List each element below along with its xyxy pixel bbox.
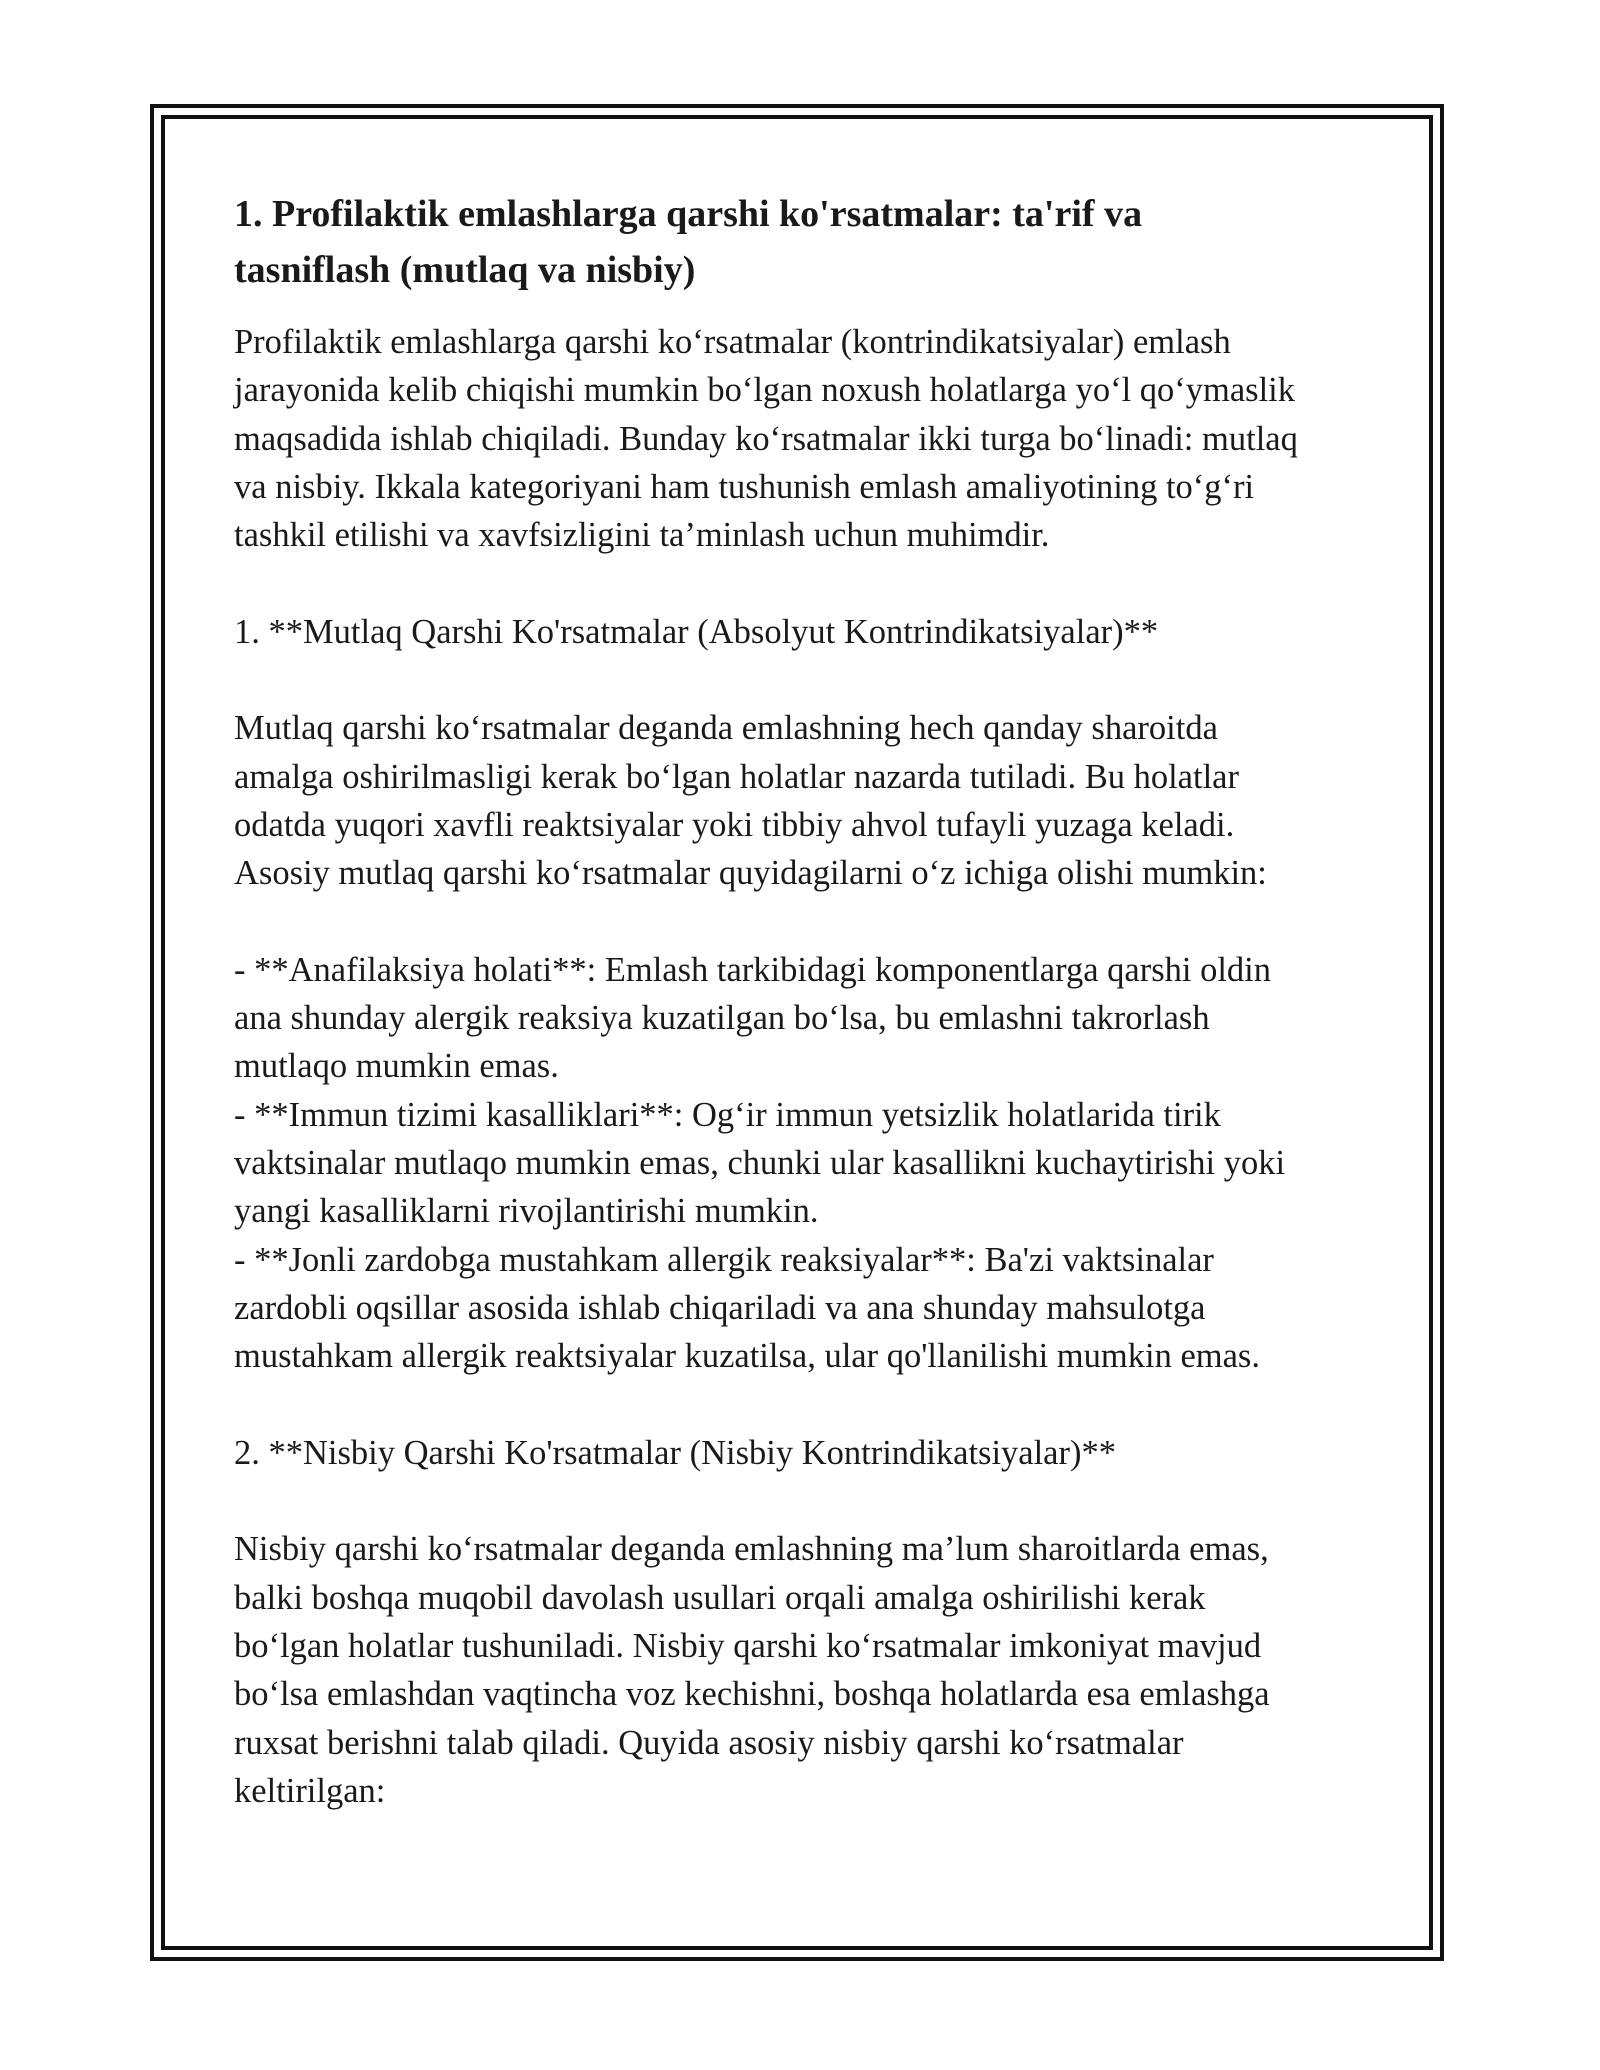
blank-line [234, 559, 1374, 607]
list-item-line: - **Immun tizimi kasalliklari**: Og‘ir immun yetsizlik holatlarida tirik [234, 1095, 1221, 1134]
text-line: odatda yuqori xavfli reaktsiyalar yoki tibbiy ahvol tufayli yuzaga keladi. [234, 805, 1235, 844]
blank-line [234, 656, 1374, 704]
text-line: bo‘lsa emlashdan vaqtincha voz kechishni, boshqa holatlarda esa emlashga [234, 1675, 1270, 1714]
list-item-line: zardobli oqsillar asosida ishlab chiqariladi va ana shunday mahsulotga [234, 1288, 1206, 1327]
text-line: jarayonida kelib chiqishi mumkin bo‘lgan noxush holatlarga yo‘l qo‘ymaslik [234, 371, 1296, 410]
text-line: Profilaktik emlashlarga qarshi ko‘rsatmalar (kontrindikatsiyalar) emlash [234, 323, 1231, 361]
section2-title: 2. **Nisbiy Qarshi Ko'rsatmalar (Nisbiy Kontrindikatsiyalar)** [234, 1433, 1116, 1472]
section1-title: 1. **Mutlaq Qarshi Ko'rsatmalar (Absolyut Kontrindikatsiyalar)** [234, 612, 1159, 651]
section1-paragraph [234, 704, 1374, 897]
text-line: amalga oshirilmasligi kerak bo‘lgan holatlar nazarda tutiladi. Bu holatlar [234, 757, 1239, 796]
section1-list [234, 946, 1374, 1381]
list-item-line: - **Anafilaksiya holati**: Emlash tarkibidagi komponentlarga qarshi oldin [234, 950, 1272, 989]
section2-paragraph [234, 1525, 1374, 1815]
heading-line: 1. Profilaktik emlashlarga qarshi ko'rsatmalar: ta'rif va [234, 193, 1143, 235]
text-line: ruxsat berishni talab qiladi. Quyida asosiy nisbiy qarshi ko‘rsatmalar [234, 1723, 1184, 1762]
blank-line [234, 1477, 1374, 1525]
list-item-line: mutlaqo mumkin emas. [234, 1047, 559, 1086]
text-line: va nisbiy. Ikkala kategoriyani ham tushunish emlash amaliyotining to‘g‘ri [234, 467, 1255, 506]
list-item-line: vaktsinalar mutlaqo mumkin emas, chunki ular kasallikni kuchaytirishi yoki [234, 1144, 1286, 1183]
list-item-line: yangi kasalliklarni rivojlantirishi mumkin. [234, 1192, 819, 1231]
text-line: Asosiy mutlaq qarshi ko‘rsatmalar quyidagilarni o‘z ichiga olishi mumkin: [234, 854, 1267, 893]
list-item-line: mustahkam allergik reaktsiyalar kuzatilsa, ular qo'llanilishi mumkin emas. [234, 1337, 1260, 1376]
heading-line: tasniflash (mutlaq va nisbiy) [234, 249, 696, 291]
list-item-line: - **Jonli zardobga mustahkam allergik reaksiyalar**: Ba'zi vaktsinalar [234, 1240, 1214, 1279]
document-content [234, 186, 1374, 1815]
text-line: balki boshqa muqobil davolash usullari orqali amalga oshirilishi kerak [234, 1578, 1206, 1617]
intro-paragraph [234, 318, 1374, 559]
document-heading [234, 186, 1374, 298]
text-line: Mutlaq qarshi ko‘rsatmalar deganda emlashning hech qanday sharoitda [234, 709, 1218, 748]
text-line: bo‘lgan holatlar tushuniladi. Nisbiy qarshi ko‘rsatmalar imkoniyat mavjud [234, 1627, 1262, 1666]
text-line: maqsadida ishlab chiqiladi. Bunday ko‘rsatmalar ikki turga bo‘linadi: mutlaq [234, 419, 1298, 458]
blank-line [234, 898, 1374, 946]
list-item-line: ana shunday alergik reaksiya kuzatilgan bo‘lsa, bu emlashni takrorlash [234, 999, 1210, 1038]
text-line: Nisbiy qarshi ko‘rsatmalar deganda emlashning ma’lum sharoitlarda emas, [234, 1530, 1269, 1569]
text-line: keltirilgan: [234, 1771, 386, 1810]
text-line: tashkil etilishi va xavfsizligini ta’minlash uchun muhimdir. [234, 516, 1050, 555]
blank-line [234, 1381, 1374, 1429]
